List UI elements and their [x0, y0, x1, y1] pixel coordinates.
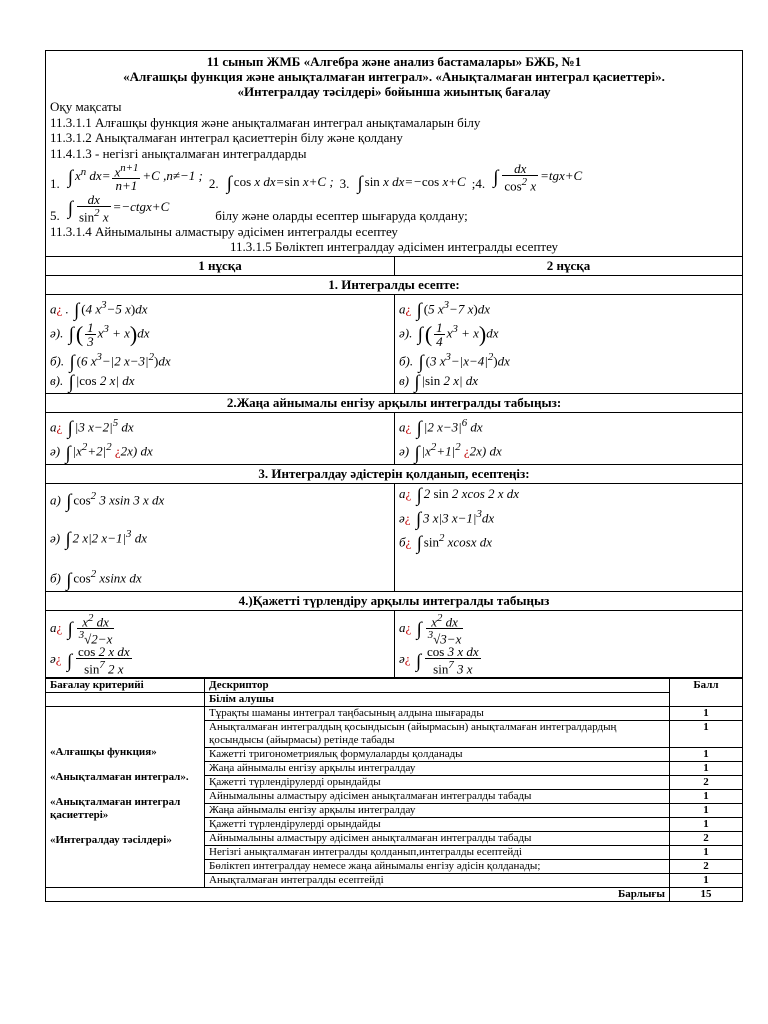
formula-power: ∫ $x^n$ dx= $\frac{x^{n+1}}{n+1}$ +C ,n≠−1 ;	[67, 162, 203, 194]
header-line-1: 11 сынып ЖМБ «Алгебра және анализ бастамалары» БЖБ, №1	[206, 54, 582, 69]
task-3a-v2: a¿ ∫ 2 sin 2 xcos 2 x dx	[399, 484, 520, 506]
formula-label-1: 1.	[50, 176, 60, 192]
descriptor-row: Кажетті тригонометриялық формулаларды қолданады	[205, 747, 670, 761]
criterion-group-2: «Анықталмаған интеграл».	[50, 771, 189, 784]
task-3c-v1: б) ∫ $\cos^2 xsinx$ dx	[50, 568, 142, 591]
task-1b-v1: ә). ∫( $\frac{1}{3}$ $x^3 + x)dx$	[50, 319, 150, 349]
header-line-3: «Интегралдау тәсілдері» бойынша жиынтық бағалау	[237, 84, 551, 99]
header-cell	[46, 51, 743, 257]
assessment-table	[45, 50, 743, 678]
task-1d-v2: в) ∫ |sin 2 x| dx	[399, 372, 479, 394]
descriptor-row: Айнымалыны алмастыру әдісімен анықталмаған интегралды табады	[205, 831, 670, 845]
section-4-variant-1	[46, 610, 395, 677]
points-cell: 1	[670, 789, 743, 803]
descriptor-row: Жаңа айнымалы енгізу арқылы интегралдау	[205, 803, 670, 817]
points-cell: 2	[670, 859, 743, 873]
formula-dx-cos2: ∫ $\frac{dx}{\cos^2 x}$ =tgx+C	[493, 161, 583, 194]
section-1-variant-2	[395, 294, 743, 394]
learner-header: Білім алушы	[205, 692, 670, 706]
formula-sin: ∫ sin x dx=−cos x+C	[357, 173, 466, 195]
task-3c-v2: б¿ ∫ $\sin^2 xcosx$ dx	[399, 532, 493, 555]
section-2-variant-1	[46, 413, 395, 465]
descriptor-row: Қажетті түрлендірулерді орындайды	[205, 817, 670, 831]
formula-label-3: 3.	[339, 176, 350, 192]
section-1-title: 1. Интегралды есепте:	[46, 275, 743, 294]
goal-2: 11.3.1.2 Анықталмаған интеграл қасиеттерін білу және қолдану	[50, 130, 403, 145]
criterion-group-1: «Алғашқы функция»	[50, 746, 157, 759]
section-3-variant-2	[395, 483, 743, 591]
formula-label-5: 5.	[50, 207, 60, 223]
formula-label-2: 2.	[208, 176, 219, 192]
criterion-group-4: «Интегралдау тәсілдері»	[50, 834, 172, 847]
task-3a-v1: a) ∫ $\cos^2 3$ xsin 3 x dx	[50, 489, 165, 513]
points-cell: 2	[670, 831, 743, 845]
points-cell: 2	[670, 775, 743, 789]
section-2-variant-2	[395, 413, 743, 465]
task-3b-v2: ә¿ ∫ 3 x|3 $x-1|^3dx$	[399, 507, 495, 531]
variant-1-header: 1 нұсқа	[46, 256, 395, 275]
section-1-variant-1	[46, 294, 395, 394]
goals-title: Оқу мақсаты	[50, 99, 122, 114]
descriptor-row: Анықталмаған интегралды есептейді	[205, 873, 670, 887]
section-2-title: 2.Жаңа айнымалы енгізу арқылы интегралды табыңыз:	[46, 394, 743, 413]
descriptor-row: Айнымалыны алмастыру әдісімен анықталмаған интегралды табады	[205, 789, 670, 803]
points-cell: 1	[670, 845, 743, 859]
criterion-empty	[46, 692, 205, 706]
goal-4: 11.3.1.4 Айнымалыны алмастыру әдісімен интегралды есептеу	[50, 223, 398, 239]
descriptor-row: Жаңа айнымалы енгізу арқылы интегралдау	[205, 761, 670, 775]
task-4b-v2: ә¿ ∫ $\frac{\text{cos 3 x dx}}{\sin^7 3 x}$	[399, 644, 479, 677]
goal-1: 11.3.1.1 Алғашқы функция және анықталмаған интеграл анықтамаларын білу	[50, 114, 481, 130]
header-line-2: «Алғашқы функция және анықталмаған интеграл». «Анықталмаған интеграл қасиеттері».	[123, 69, 665, 84]
section-3-title: 3. Интегралдау әдістерін қолданып, есептеңіз:	[46, 464, 743, 483]
task-1b-v2: ә). ∫( $\frac{1}{4}$ $x^3 + x)dx$	[399, 319, 499, 349]
descriptor-row: Негізгі анықталмаған интегралды қолданып,интегралды есептейді	[205, 845, 670, 859]
goal-3-tail: білу және оларды есептер шығаруда қолдану;	[215, 207, 468, 223]
formula-cos: ∫ cos x dx=sin x+C ;	[226, 173, 334, 195]
criterion-groups	[46, 706, 205, 887]
points-cell: 1	[670, 720, 743, 747]
worksheet	[45, 50, 743, 902]
descriptor-row: Бөліктеп интегралдау немесе жаңа айнымалы енгізу әдісін қолданады;	[205, 859, 670, 873]
task-2a-v1: a¿ ∫ |3 $x-2|^5$ dx	[50, 417, 134, 440]
total-points: 15	[670, 887, 743, 901]
section-4-variant-2	[395, 610, 743, 677]
variant-2-header: 2 нұсқа	[395, 256, 743, 275]
points-cell: 1	[670, 747, 743, 761]
task-1c-v1: б). ∫ (6 $x^3-|2$ $x-3|^2)dx$	[50, 350, 171, 374]
criterion-header: Бағалау критерийі	[46, 678, 205, 692]
points-cell: 1	[670, 873, 743, 887]
descriptor-header: Дескриптор	[205, 678, 670, 692]
goal-5: 11.3.1.5 Бөліктеп интегралдау әдісімен интегралды есептеу	[229, 239, 559, 255]
task-1a-v2: a¿ ∫ (5 $x^3-7$ x)dx	[399, 298, 490, 321]
task-4a-v2: a¿ ∫ $\frac{x^2 dx}{^3√3-x}$	[399, 611, 462, 647]
task-2b-v1: ә) ∫ $|x^2+2|^2$ ¿2x) dx	[50, 441, 153, 464]
section-4-title: 4.)Қажетті түрлендіру арқылы интегралды табыңыз	[46, 591, 743, 610]
descriptor-row: Анықталмаған интегралдың қосындысын (айырмасын) анықталмаған интегралдардың қосындысы (айырмасы) ретінде табады	[205, 720, 670, 747]
task-4a-v1: a¿ ∫ $\frac{x^2 dx}{^3√2-x}$	[50, 611, 113, 647]
goal-3: 11.4.1.3 - негізгі анықталмаған интегралдарды	[50, 145, 307, 161]
task-2a-v2: a¿ ∫ |2 $x-3|^6$ dx	[399, 417, 483, 440]
section-3-variant-1	[46, 483, 395, 591]
points-cell: 1	[670, 706, 743, 720]
task-4b-v1: ә¿ ∫ $\frac{\text{cos 2 x dx}}{\sin^7 2 x}$	[50, 644, 130, 677]
task-1a-v1: a¿ . ∫ (4 $x^3-5$ x)dx	[50, 298, 148, 321]
basic-integrals-row-2	[50, 193, 738, 223]
total-label: Барлығы	[46, 887, 670, 901]
formula-dx-sin2: ∫ $\frac{dx}{\sin^2 x}$ =−ctgx+C	[67, 192, 170, 225]
points-header: Балл	[670, 678, 743, 706]
points-cell: 1	[670, 817, 743, 831]
task-2b-v2: ә) ∫ $|x^2+1|^2$ ¿2x) dx	[399, 441, 502, 464]
basic-integrals-row	[50, 161, 738, 195]
formula-label-4: ;4.	[471, 176, 486, 192]
criterion-group-3: «Анықталмаған интеграл қасиеттері»	[50, 796, 181, 822]
task-1c-v2: б). ∫ (3 $x^3-|x-4|^2)dx$	[399, 350, 510, 374]
task-3b-v1: ә) ∫ 2 x|2 $x-1|^3$ dx	[50, 528, 147, 551]
task-1d-v1: в). ∫ |cos 2 x| dx	[50, 372, 135, 394]
criteria-table	[45, 678, 743, 902]
points-cell: 1	[670, 761, 743, 775]
learning-goals	[50, 99, 738, 255]
points-cell: 1	[670, 803, 743, 817]
descriptor-row: Тұрақты шаманы интеграл таңбасының алдына шығарады	[205, 706, 670, 720]
descriptor-row: Қажетті түрлендірулерді орындайды	[205, 775, 670, 789]
